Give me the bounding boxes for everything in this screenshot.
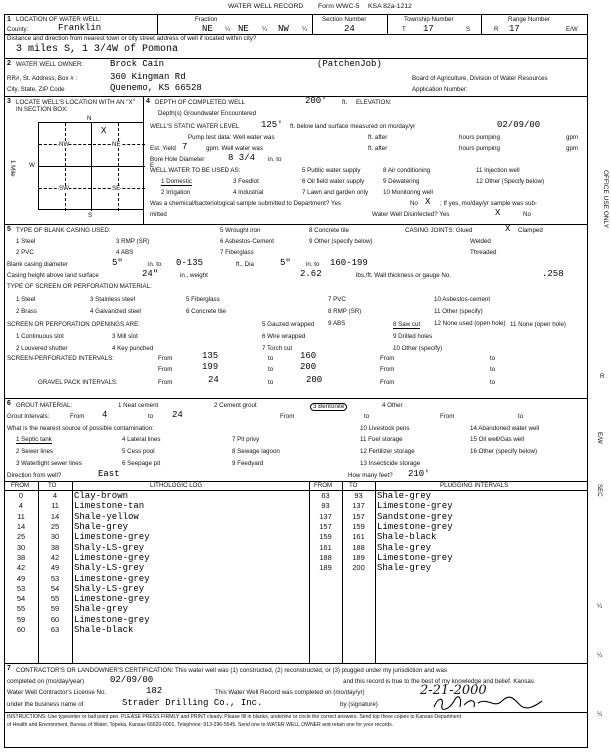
section-value: 24: [344, 24, 355, 34]
log-litho: Shaly-LS-grey: [74, 563, 145, 574]
log-litho: Shale-grey: [74, 522, 129, 533]
section-2-number: 2: [7, 60, 11, 67]
instructions-1: INSTRUCTIONS: Use typewriter or ball point pen. PLEASE PRESS FIRMLY and PRINT clearly. Please fill in blanks, underline or circle the correct answers. Send top three copies to Kansas Department: [7, 714, 462, 720]
log-litho: Shaly-LS-grey: [74, 583, 145, 594]
record-date: 2-21-2000: [420, 683, 487, 698]
groundwater-label: Depth(s) Groundwater Encountered: [158, 110, 257, 117]
log-to: 93: [354, 491, 363, 501]
log-row: [309, 532, 588, 542]
log-from: 11: [17, 511, 25, 521]
use-domestic: 1 Domestic: [161, 178, 192, 185]
log-row: [309, 491, 588, 501]
log-row: [309, 522, 588, 532]
form-number: Form WWC-5: [318, 3, 360, 10]
direction-value: 3 miles S, 1 3/4W of Pomona: [16, 44, 179, 55]
grout-bentonite: 3 Bentonite: [310, 403, 347, 411]
disinfected-label: Water Well Disinfected? Yes: [372, 211, 450, 218]
casing-height: 24": [142, 269, 159, 279]
log-row: [309, 501, 588, 511]
log-to: 53: [50, 573, 60, 583]
chem-x: X: [425, 197, 431, 207]
yield-label: Est. Yield: [150, 145, 176, 152]
grout-to: 24: [172, 410, 183, 420]
casing-dia2: 5": [280, 258, 291, 268]
log-litho: Limestone-grey: [74, 573, 150, 584]
ksa-number: KSA 82a-1212: [368, 3, 412, 10]
log-to: 38: [50, 542, 60, 552]
log-to: 157: [352, 511, 365, 521]
use-irrigation: 2 Irrigation: [161, 189, 191, 196]
log-from: 54: [16, 594, 26, 604]
spi-label: SCREEN-PERFORATED INTERVALS:: [7, 355, 114, 362]
log-to: 42: [50, 552, 60, 562]
static-date: 02/09/00: [497, 120, 541, 130]
range-value: 17: [509, 24, 520, 34]
owner-label: WATER WELL OWNER:: [16, 61, 84, 68]
log-litho: Shale-grey: [377, 542, 432, 553]
well-record-page: WATER WELL RECORD Form WWC-5 KSA 82a-1212 1 LOCATION OF WATER WELL: Fraction Section Number Township Number Range Number County: Franklin NE ¼ NE ¼ NW ¼ 24 T 17 S R 17 E/W Distance and direction from nearest town or city street address of well if located within city? 3 miles S, 1 3/4W of Pomona 2 WATER WELL OWNER: Brock Cain (PatchenJob) RR#, St. Address, Box # : 360 Kingman Rd Board of Agriculture, Division of Water Resources City, State, ZIP Code Quenemo, KS 66528 Application Number: 3 LOCATE WELL'S LOCATION WITH AN "X" IN SECTION BOX: N W E S 1 Mile NW NE SW SE X 4 DEPTH OF COMPLETED WELL 200' ft. ELEVATION: Depth(s) Groundwater Encountered WELL'S STATIC WATER LEVEL 125' ft. below land surface measured on mo/day/yr 02/09/00 Pump test data: Well water was ft. after hours pumping gpm Est. Yield 7 gpm: Well water was ft. after hours pumping gpm Bore Hole Diameter 8 3/4 in. to WELL WATER TO BE USED AS: 5 Public water supply 8 Air conditioning 11 Injection well 1 Domestic 3 Feedlot 6 Oil field water supply 9 Dewatering 12 Other (Specify below) 2 Irrigation 4 Industrial 7 Lawn and garden only 10 Monitoring well Was a chemical/bacteriological sample submitted to Department? Yes No X ; If yes, mo/day/yr sample was sub- mitted Water Well Disinfected? Yes X No 5 TYPE OF BLANK CASING USED: 5 Wrought iron 8 Concrete tile CASING JOINTS: Glued X Clamped 1 Steel 3 RMP (SR) 6 Asbestos-Cement 9 Other (specify below) Welded 2 PVC 4 ABS 7 Fiberglass Threaded Blank casing diameter 5" in. to 0-135 ft., Dia 5" in. to 160-199 Casing height above land surface 24" in., weight 2.62 lbs./ft. Wall thickness or gauge No. .258 TYPE OF SCREEN OR PERFORATION MATERIAL: 1 Steel 3 Stainless steel 5 Fiberglass 7 PVC 10 Asbestos-cement 2 Brass 4 Galvanized steel 6 Concrete tile 8 RMP (SR) 11 Other (specify) 9 ABS 12 None used (open hole) SCREEN OR PERFORATION OPENINGS ARE: 1 Continuous slot 3 Mill slot 5 Gauzed wrapped 8 Saw cut 11 None (open hole) 2 Louvered shutter 4 Key punched 6 Wire wrapped 9 Drilled holes 7 Torch cut 10 Other (specify) SCREEN-PERFORATED INTERVALS: From 135 to 160 From to From 199 to 200 From to GRAVEL PACK INTERVALS: From 24 to 200 From to 6 GROUT MATERIAL: 1 Neat cement 2 Cement grout 3 Bentonite 4 Other Grout Intervals: From 4 to 24 From to From to What is the nearest source of possible contamination: 1 Septic tank 4 Lateral lines 7 Pit privy 10 Livestock pens 14 Abandoned water well 2 Sewer lines 5 Cess pool 8 Sewage lagoon 11 Fuel storage 15 Oil well/Gas well 3 Watertight sewer lines 6 Seepage pit 9 Feedyard 12 Fertilizer storage 16 Other (specify below) 13 Insecticide storage Direction from well? East How many feet? 210' FROM TO LITHOLOGIC LOG FROM TO PLUGGING INTERVALS 0 4 Clay-brown 4 11 Limestone-tan 11 14 Shale-yellow 14 25 Shale-grey 25 30 Limestone-grey 30 38 Shaly-LS-grey 38 42 Limestone-grey 42 49 Shaly-LS-grey 49 53 Limestone-grey 53 54 Shaly-LS-grey 54 55 Limestone-grey 55 59 Shale-grey 59 60 Limestone-grey 60 63 Shale-black 63 93 Shale-grey 93 137 Limestone-grey 137 157 Sandstone-grey 157 159 Limestone-grey 159 161 Shale-black 161 188 Shale-grey 188 189 Limestone-grey 189 200 Shale-grey 7 CONTRACTOR'S OR LANDOWNER'S CERTIFICATION: This water well was (1) constructed, (2) reconstructed, or (3) plugged under my jurisdiction and was completed on (mo/day/year) 02/09/00 and this record is true to the best of my knowledge and belief. Kansas Water Well Contractor's License No. 182 This Water Well Record was completed on (mo/day/yr) 2-21-2000 under the business name of Strader Drilling Co., Inc. by (signature) INSTRUCTIONS: Use typewriter or ball point pen. PLEASE PRESS FIRMLY and PRINT clearly. Please fill in blanks, underline or circle the correct answers. Send top three copies to Kansas Department of Health and Environment, Bureau of Water, Topeka, Kansas 66620-0001. Telephone: 913-296-5545. Send one to WATER WELL OWNER and retain one for your records. OFFICE USE ONLY R E/W SEC ¼ ¼ ¼: [0, 0, 611, 752]
use-dewatering: 9 Dewatering: [383, 178, 420, 185]
license-number: 182: [146, 686, 163, 696]
log-to: 188: [352, 542, 365, 552]
yield-value: 7: [182, 142, 188, 152]
city-value: Quenemo, KS 66528: [110, 83, 202, 93]
locate-label: LOCATE WELL'S LOCATION WITH AN "X" IN SECTION BOX:: [16, 99, 135, 114]
log-to: 49: [50, 563, 60, 573]
log-h-to-2: TO: [349, 482, 358, 489]
address-label: RR#, St. Address, Box # :: [7, 75, 78, 82]
bore-value: 8 3/4: [228, 153, 256, 163]
log-to: 161: [352, 532, 365, 542]
log-h-litho: LITHOLOGIC LOG: [150, 482, 203, 489]
log-h-from-1: FROM: [11, 482, 30, 489]
use-monitoring: 10 Monitoring well: [383, 189, 433, 196]
log-to: 11: [51, 501, 59, 511]
log-litho: Shale-grey: [74, 604, 129, 615]
log-from: 159: [319, 532, 332, 542]
log-litho: Limestone-grey: [377, 501, 453, 512]
log-to: 55: [50, 594, 60, 604]
log-litho: Sandstone-grey: [377, 511, 453, 522]
section-4-number: 4: [146, 98, 150, 105]
log-from: 63: [321, 491, 330, 501]
address-value: 360 Kingman Rd: [110, 72, 186, 82]
log-litho: Limestone-grey: [377, 552, 453, 563]
fraction-label: Fraction: [195, 16, 218, 23]
location-mark: X: [101, 126, 107, 136]
log-to: 189: [352, 552, 365, 562]
casing-weight: 2.62: [300, 269, 322, 279]
fraction-q3: NW: [278, 24, 289, 34]
casing-to2: 160-199: [330, 258, 368, 268]
log-row: [309, 542, 588, 552]
lithologic-log-right: [309, 491, 588, 573]
log-row: [4, 573, 309, 583]
casing-to1: 0-135: [176, 258, 204, 268]
grout-label: GROUT MATERIAL:: [16, 402, 73, 409]
use-feedlot: 3 Feedlot: [233, 178, 259, 185]
log-row: [309, 512, 588, 522]
joints-x: X: [505, 224, 511, 234]
static-label: WELL'S STATIC WATER LEVEL: [150, 123, 240, 130]
log-litho: Shale-grey: [377, 563, 432, 574]
use-label: WELL WATER TO BE USED AS:: [150, 167, 241, 174]
use-oilfield: 6 Oil field water supply: [302, 178, 365, 185]
log-to: 25: [50, 522, 60, 532]
log-from: 55: [16, 604, 26, 614]
casing-gauge: .258: [542, 269, 564, 279]
section-5-number: 5: [7, 226, 11, 233]
log-litho: Shale-black: [74, 625, 134, 635]
casing-dia1: 5": [112, 258, 123, 268]
log-from: 188: [319, 552, 332, 562]
direction-well-label: Direction from well?: [7, 472, 62, 479]
log-h-plug: PLUGGING INTERVALS: [440, 482, 509, 489]
log-from: 4: [18, 501, 24, 511]
location-label: LOCATION OF WATER WELL:: [16, 16, 102, 23]
direction-label: Distance and direction from nearest town or city street address of well if located within city?: [7, 35, 257, 42]
log-from: 59: [16, 614, 26, 624]
log-to: 54: [50, 583, 60, 593]
gravel-from: 24: [208, 375, 219, 385]
log-from: 93: [321, 501, 330, 511]
city-label: City, State, ZIP Code: [7, 86, 65, 93]
depth-value: 200': [305, 96, 327, 106]
direction-well-value: East: [98, 469, 120, 479]
log-from: 161: [319, 542, 332, 552]
section-3-number: 3: [7, 98, 11, 105]
log-from: 14: [16, 522, 26, 532]
spi-to-2: 200: [300, 362, 317, 372]
instructions-2: of Health and Environment, Bureau of Water, Topeka, Kansas 66620-0001. Telephone: 913-296-5545. Send one to WATER WELL OWNER and retain one for your records.: [7, 722, 394, 728]
log-row: [4, 522, 309, 532]
log-from: 25: [16, 532, 26, 542]
log-litho: Shale-yellow: [74, 511, 139, 522]
county-value: Franklin: [58, 23, 102, 33]
log-from: 189: [319, 563, 332, 573]
log-row: [4, 563, 309, 573]
use-public: 5 Public water supply: [302, 167, 361, 174]
grout-from: 4: [102, 410, 108, 420]
bore-label: Bore Hole Diameter: [150, 156, 205, 163]
office-use-label: OFFICE USE ONLY: [602, 170, 609, 229]
county-label: County:: [7, 26, 29, 33]
log-to: 200: [352, 563, 365, 573]
casing-dia-label: Blank casing diameter: [7, 261, 68, 268]
board-label: Board of Agriculture, Division of Water Resources: [412, 75, 548, 82]
log-litho: Limestone-grey: [74, 552, 150, 563]
log-from: 30: [16, 542, 26, 552]
log-litho: Limestone-grey: [74, 532, 150, 543]
use-industrial: 4 Industrial: [233, 189, 264, 196]
log-to: 14: [50, 511, 60, 521]
owner-note: (PatchenJob): [317, 59, 382, 69]
log-litho: Limestone-tan: [74, 501, 145, 512]
section-locator-box: NW NE SW SE X: [38, 122, 144, 210]
log-litho: Limestone-grey: [74, 614, 150, 625]
disinfected-x: X: [495, 208, 501, 218]
section-6-number: 6: [7, 400, 11, 407]
log-from: 42: [16, 563, 26, 573]
log-litho: Limestone-grey: [377, 522, 453, 533]
owner-value: Brock Cain: [110, 59, 165, 69]
log-litho: Shale-black: [377, 532, 437, 543]
range-label: Range Number: [508, 16, 550, 23]
joints-label: CASING JOINTS: Glued: [405, 227, 473, 234]
cert-text: CONTRACTOR'S OR LANDOWNER'S CERTIFICATION: This water well was (1) constructed, (2) reconstructed, or (3) plugged under my jurisdiction and was: [16, 667, 448, 674]
use-lawn: 7 Lawn and garden only: [302, 189, 369, 196]
log-litho: Clay-brown: [74, 491, 129, 502]
spi-from-2: 199: [202, 362, 219, 372]
gravel-label: GRAVEL PACK INTERVALS:: [38, 379, 118, 386]
log-from: 60: [16, 625, 26, 634]
elevation-label: ELEVATION:: [356, 99, 392, 106]
log-row: [4, 501, 309, 511]
township-label: Township Number: [404, 16, 454, 23]
chem-label: Was a chemical/bacteriological sample submitted to Department? Yes: [150, 200, 341, 207]
log-from: 157: [319, 522, 332, 532]
form-title: WATER WELL RECORD: [228, 3, 304, 10]
log-row: [4, 512, 309, 522]
feet-label: How many feet?: [348, 472, 393, 479]
contamination-label: What is the nearest source of possible contamination:: [7, 425, 154, 432]
screen-label: TYPE OF SCREEN OR PERFORATION MATERIAL:: [7, 283, 152, 290]
log-from: 53: [16, 583, 26, 593]
section-1-number: 1: [7, 16, 11, 23]
grout-int-label: Grout Intervals:: [7, 413, 50, 420]
log-row: [4, 584, 309, 594]
log-to: 137: [352, 501, 365, 511]
completed-date: 02/09/00: [110, 675, 154, 685]
business-name: Strader Drilling Co., Inc.: [122, 698, 263, 708]
log-from: 49: [16, 573, 26, 583]
log-from: 38: [16, 552, 26, 562]
feet-value: 210': [408, 469, 430, 479]
fraction-q2: NE: [238, 24, 249, 34]
signature: [430, 695, 550, 711]
log-row: [4, 594, 309, 604]
log-to: 63: [50, 625, 60, 634]
log-h-from-2: FROM: [314, 482, 333, 489]
depth-label: DEPTH OF COMPLETED WELL: [155, 99, 246, 106]
casing-label: TYPE OF BLANK CASING USED:: [16, 227, 111, 234]
lithologic-log-left: [4, 491, 309, 635]
log-row: [4, 553, 309, 563]
spi-from-1: 135: [202, 351, 219, 361]
openings-label: SCREEN OR PERFORATION OPENINGS ARE:: [7, 321, 140, 328]
log-row: [4, 604, 309, 614]
fraction-q1: NE: [202, 24, 213, 34]
log-litho: Limestone-grey: [74, 594, 150, 605]
casing-height-label: Casing height above land surface: [7, 272, 99, 279]
log-h-to-1: TO: [48, 482, 57, 489]
log-row: [4, 532, 309, 542]
log-to: 159: [352, 522, 365, 532]
log-from: 0: [18, 491, 24, 501]
log-to: 59: [50, 604, 60, 614]
log-row: [4, 491, 309, 501]
section-7-number: 7: [7, 665, 11, 672]
log-from: 137: [319, 511, 332, 521]
spi-to-1: 160: [300, 351, 317, 361]
log-row: [4, 542, 309, 552]
use-other: 12 Other (Specify below): [476, 178, 545, 185]
log-to: 4: [52, 491, 58, 501]
log-to: 30: [50, 532, 60, 542]
log-row: [4, 625, 309, 635]
township-value: 17: [423, 24, 434, 34]
log-litho: Shaly-LS-grey: [74, 542, 145, 553]
section-number-label: Section Number: [322, 16, 367, 23]
use-air: 8 Air conditioning: [383, 167, 431, 174]
log-row: [309, 563, 588, 573]
static-value: 125': [261, 120, 283, 130]
log-to: 60: [50, 614, 60, 624]
gravel-to: 200: [306, 375, 323, 385]
log-litho: Shale-grey: [377, 491, 432, 502]
use-injection: 11 Injection well: [476, 167, 520, 174]
log-row: [309, 553, 588, 563]
application-label: Application Number:: [412, 86, 468, 93]
log-row: [4, 615, 309, 625]
